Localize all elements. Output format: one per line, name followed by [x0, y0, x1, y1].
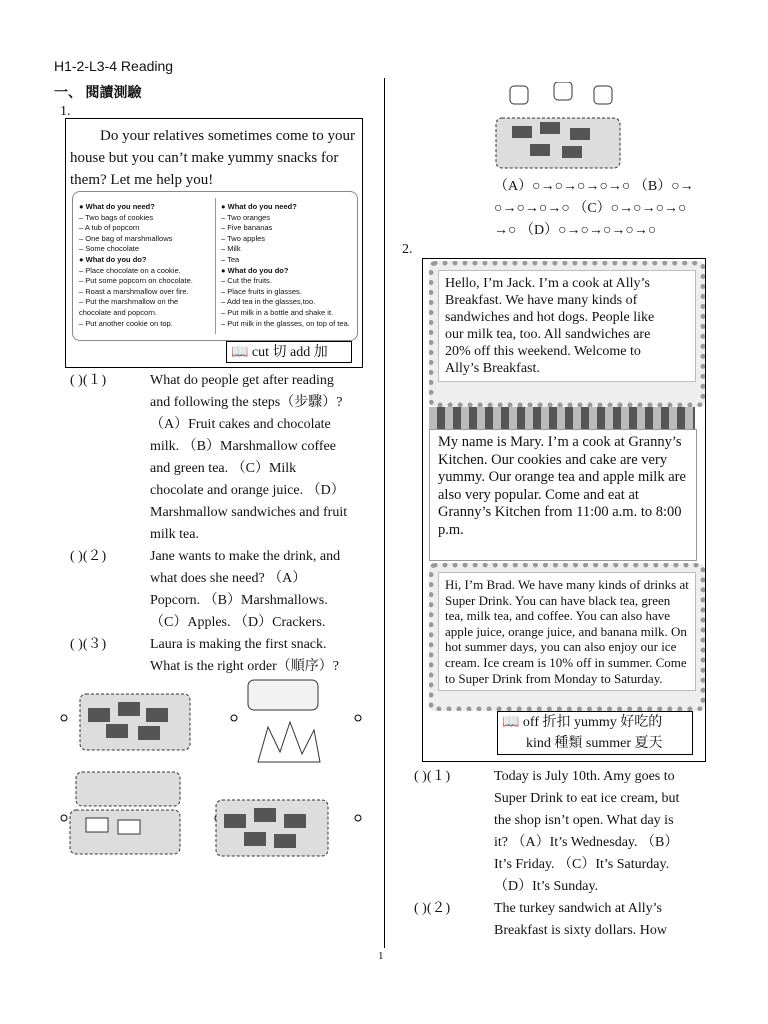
question-line: milk tea.	[150, 527, 199, 542]
step-picture-chocolate-cookie	[61, 694, 190, 750]
mary-text: My name is Mary. I’m a cook at Granny’s Kitchen. Our cookies and cake are very yummy. Our orange tea and apple milk are also very popular. Come and eat at Granny’s Kitchen from 11:00 a.m. to 8:00 p.m.	[438, 434, 686, 538]
answer-blank[interactable]: ( )(２)	[414, 901, 451, 916]
recipe-line: – Milk	[221, 244, 241, 254]
question-line: it? （A）It’s Wednesday. （B）	[494, 835, 679, 850]
recipe-card	[72, 191, 358, 341]
snack-steps-illustration	[58, 672, 368, 862]
question-line: （C）Apples. （D）Crackers.	[150, 615, 326, 630]
answer-blank[interactable]: ( )(３)	[70, 637, 107, 652]
question-2-2	[414, 898, 734, 942]
awning-divider	[429, 407, 695, 429]
question-1-2	[70, 546, 380, 634]
question-line: It’s Friday. （C）It’s Saturday.	[494, 857, 670, 872]
question-number-2: 2.	[402, 242, 413, 257]
question-line: What do people get after reading	[150, 373, 334, 388]
reading-box-1	[65, 118, 363, 368]
question-line: Today is July 10th. Amy goes to	[494, 769, 675, 784]
section-title: 一、 閱讀測驗	[54, 86, 142, 101]
recipe-line: – Put the marshmallow on the	[79, 297, 179, 307]
answer-blank[interactable]: ( )(１)	[70, 373, 107, 388]
vocab-line: 📖 off 折扣 yummy 好吃的	[502, 715, 663, 730]
column-divider	[384, 78, 385, 948]
step-picture-cookie-sandwich	[61, 772, 180, 854]
recipe-line: – Tea	[221, 254, 240, 264]
recipe-line: – Place chocolate on a cookie.	[79, 265, 181, 275]
question-text	[494, 766, 719, 898]
recipe-line: – Roast a marshmallow over fire.	[79, 286, 189, 296]
recipe-line: – Place fruits in glasses.	[221, 286, 302, 296]
recipe-line: – Five bananas	[221, 223, 273, 233]
recipe-line: chocolate and popcorn.	[79, 307, 157, 317]
option-line: →○ （D）○→○→○→○→○	[494, 223, 657, 238]
question-text	[150, 546, 375, 634]
question-line: milk. （B）Marshmallow coffee	[150, 439, 336, 454]
recipe-line: – Cut the fruits.	[221, 276, 272, 286]
recipe-line: – Add tea in the glasses,too.	[221, 297, 316, 307]
question-line: （A）Fruit cakes and chocolate	[150, 417, 331, 432]
recipe-line: – Put another cookie on top.	[79, 318, 173, 328]
step-picture-roast-marshmallow	[231, 680, 361, 762]
question-line: the shop isn’t open. What day is	[494, 813, 674, 828]
recipe-divider	[215, 198, 216, 334]
question-number-1: 1.	[60, 104, 71, 119]
jack-text: Hello, I’m Jack. I’m a cook at Ally’s Breakfast. We have many kinds of sandwiches and hot dogs. People like our milk tea, too. All sandwiches are 20% off this weekend. Welcome to Ally’s Breakfast.	[438, 270, 696, 382]
recipe-line: ● What do you need?	[79, 202, 155, 211]
question-line: Popcorn. （B）Marshmallows.	[150, 593, 328, 608]
question-line: and following the steps（步驟）?	[150, 395, 343, 410]
vocab-box-2	[497, 711, 693, 755]
worksheet-title: H1-2-L3-4 Reading	[54, 58, 174, 74]
question-1-1	[70, 370, 380, 546]
question-text	[494, 898, 719, 942]
question-line: Super Drink to eat ice cream, but	[494, 791, 680, 806]
option-line: （A）○→○→○→○→○ （B）○→	[494, 179, 694, 194]
recipe-line: – Two oranges	[221, 212, 271, 222]
order-options	[494, 176, 724, 242]
recipe-line: – One bag of marshmallows	[79, 233, 173, 243]
question-line: What is the right order（順序）?	[150, 659, 339, 674]
recipe-line: – Some chocolate	[79, 244, 140, 254]
mary-panel	[429, 429, 697, 561]
brad-text: Hi, I’m Brad. We have many kinds of drinks at Super Drink. You can have black tea, green tea, milk tea, and coffee. You can also have apple juice, orange juice, and banana milk. On hot summer days, you can also enjoy our ice cream. Ice cream is 10% off in summer. Come to Super Drink from Monday to Saturday.	[438, 572, 696, 691]
brad-panel	[429, 563, 705, 711]
vocab-box-1: 📖 cut 切 add 加	[226, 341, 352, 363]
recipe-line: – Two apples	[221, 233, 266, 243]
recipe-line: – Put milk in a bottle and shake it.	[221, 307, 334, 317]
option-line: ○→○→○→○ （C）○→○→○→○	[494, 201, 687, 216]
question-line: The turkey sandwich at Ally’s	[494, 901, 662, 916]
question-line: Jane wants to make the drink, and	[150, 549, 341, 564]
recipe-line: – A tub of popcorn	[79, 223, 140, 233]
intro-text: Do your relatives sometimes come to your house but you can’t make yummy snacks for them? Let me help you!	[70, 128, 355, 188]
reading-box-2	[422, 258, 706, 762]
question-line: Marshmallow sandwiches and fruit	[150, 505, 348, 520]
answer-blank[interactable]: ( )(１)	[414, 769, 451, 784]
answer-blank[interactable]: ( )(２)	[70, 549, 107, 564]
jack-panel	[429, 261, 705, 407]
question-2-1	[414, 766, 734, 898]
question-line: chocolate and orange juice. （D）	[150, 483, 345, 498]
question-line: Laura is making the first snack.	[150, 637, 327, 652]
recipe-right-column	[221, 202, 357, 329]
recipe-line: – Two bags of cookies	[79, 212, 154, 222]
recipe-line: ● What do you need?	[221, 202, 297, 211]
question-line: what does she need? （A）	[150, 571, 307, 586]
step-picture-popcorn	[215, 800, 361, 856]
question-line: （D）It’s Sunday.	[494, 879, 599, 894]
question-text	[150, 370, 375, 546]
recipe-line: – Put some popcorn on chocolate.	[79, 276, 193, 286]
recipe-left-column	[79, 202, 215, 329]
question-line: and green tea. （C）Milk	[150, 461, 297, 476]
vocab-line: kind 種類 summer 夏天	[526, 736, 663, 751]
page-number: 1	[378, 950, 384, 962]
recipe-line: ● What do you do?	[79, 254, 147, 264]
recipe-line: – Put milk in the glasses, on top of tea.	[221, 318, 350, 328]
recipe-line: ● What do you do?	[221, 265, 289, 275]
marshmallow-cookie-illustration	[490, 82, 630, 172]
question-line: Breakfast is sixty dollars. How	[494, 923, 668, 938]
